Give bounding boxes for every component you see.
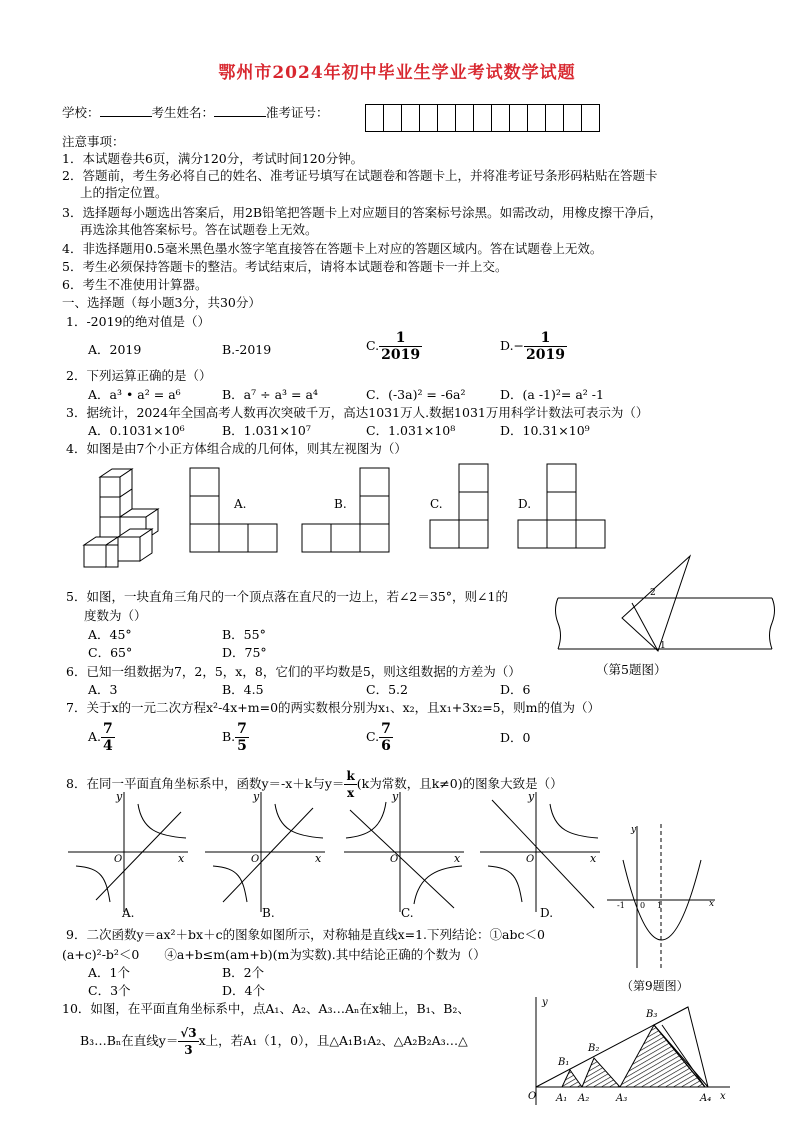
name-label: 考生姓名： <box>151 105 215 120</box>
q4-label-a: A. <box>234 497 247 511</box>
notice-heading: 注意事项： <box>62 134 125 149</box>
svg-text:x: x <box>454 852 461 865</box>
q8-graph-d[interactable] <box>478 790 603 915</box>
q4-option-b-figure[interactable] <box>302 468 392 554</box>
q9-stem-line2: (a+c)²-b²＜0 ④a+b≤m(am+b)(m为实数).其中结论正确的个数为（） <box>62 947 486 962</box>
q5-caption: （第5题图） <box>596 662 667 677</box>
q4-cube-solid-figure <box>80 465 162 580</box>
svg-text:A₂: A₂ <box>578 1093 590 1104</box>
q6-option-d: D．6 <box>500 682 531 697</box>
q1-option-a: A．2019 <box>88 342 142 357</box>
svg-text:O: O <box>251 854 260 865</box>
q10-stem-line1: 10．如图，在平面直角坐标系中，点A₁、A₂、A₃…Aₙ在x轴上，B₁、B₂、 <box>62 1001 470 1016</box>
svg-text:2: 2 <box>650 588 656 598</box>
q7-option-c: C. $\frac{7}{6}$ <box>366 721 391 754</box>
q8-graph-c[interactable] <box>342 790 467 915</box>
q7-stem: 7．关于x的一元二次方程x²-4x+m=0的两实数根分别为x₁、x₂，且x₁+3x₂=5，则m的值为（） <box>66 700 600 715</box>
svg-text:x: x <box>720 1091 726 1102</box>
q4-option-d-figure[interactable] <box>518 464 608 550</box>
svg-text:B₃: B₃ <box>646 1009 658 1020</box>
q9-option-d: D．4个 <box>222 983 265 998</box>
q3-option-b: B．1.031×10⁷ <box>222 423 311 438</box>
q6-option-a: A．3 <box>88 682 118 697</box>
svg-text:1: 1 <box>660 641 666 651</box>
q10-stem-line2: B₃…Bₙ在直线y＝ $\frac{√3}{3}$ x上，若A₁（1，0），且△A₁B₁A₂、△A₂B₂A₃…△ <box>80 1026 468 1057</box>
q2-option-b: B．a⁷ ÷ a³ = a⁴ <box>222 387 318 402</box>
q8-label-c: C. <box>401 906 414 920</box>
q9-option-a: A．1个 <box>88 965 130 980</box>
svg-text:O: O <box>528 1091 537 1102</box>
svg-text:x: x <box>590 852 597 865</box>
q3-option-a: A．0.1031×10⁶ <box>88 423 185 438</box>
q8-graph-b[interactable] <box>203 790 328 915</box>
svg-text:O: O <box>114 854 123 865</box>
q5-option-b: B．55° <box>222 627 266 642</box>
q3-option-d: D．10.31×10⁹ <box>500 423 590 438</box>
svg-text:O: O <box>526 854 535 865</box>
svg-text:y: y <box>631 825 637 835</box>
svg-text:O: O <box>390 854 399 865</box>
q5-option-d: D．75° <box>222 645 267 660</box>
notice-item: 上的指定位置。 <box>80 185 168 200</box>
svg-text:x: x <box>709 899 715 909</box>
notice-item: 2．答题前，考生务必将自己的姓名、准考证号填写在试题卷和答题卡上，并将准考证号条形码粘贴在答题卡 <box>62 168 658 183</box>
svg-text:1: 1 <box>657 901 663 910</box>
q1-option-b: B.-2019 <box>222 342 272 357</box>
q10-triangles-figure <box>520 995 740 1110</box>
q5-option-c: C．65° <box>88 645 133 660</box>
exam-number-grid[interactable] <box>366 104 600 132</box>
q1-option-c: C. $\frac{1}{2019}$ <box>366 330 421 363</box>
svg-text:y: y <box>116 790 123 803</box>
svg-text:A₄: A₄ <box>700 1093 712 1104</box>
q3-option-c: C．1.031×10⁸ <box>366 423 456 438</box>
school-label: 学校： <box>62 105 100 120</box>
svg-text:y: y <box>392 790 399 803</box>
q7-option-d: D．0 <box>500 730 531 745</box>
svg-text:B₁: B₁ <box>558 1057 570 1068</box>
svg-text:x: x <box>315 852 322 865</box>
q5-stem-line2: 度数为（） <box>84 608 147 623</box>
q8-label-b: B. <box>262 906 275 920</box>
svg-text:B₂: B₂ <box>588 1043 600 1054</box>
q7-option-b: B. $\frac{7}{5}$ <box>222 721 247 754</box>
id-label: 准考证号： <box>266 105 329 120</box>
page-title: 鄂州市2024年初中毕业生学业考试数学试题 <box>218 63 576 83</box>
q8-graph-a[interactable] <box>66 790 191 915</box>
q9-option-c: C．3个 <box>88 983 131 998</box>
q2-option-c: C．(-3a)² = -6a² <box>366 387 466 402</box>
q6-option-b: B．4.5 <box>222 682 264 697</box>
q3-stem: 3．据统计，2024年全国高考人数再次突破千万，高达1031万人.数据1031万用科学计数法可表示为（） <box>66 405 649 420</box>
notice-item: 5．考生必须保持答题卡的整洁。考试结束后，请将本试题卷和答题卡一并上交。 <box>62 259 508 274</box>
q5-ruler-triangle-figure <box>550 553 790 653</box>
q6-option-c: C．5.2 <box>366 682 408 697</box>
header-fields <box>62 104 329 121</box>
svg-text:0: 0 <box>640 901 646 910</box>
q8-stem: 8．在同一平面直角坐标系中，函数y＝-x＋k与y＝ $\frac{k}{x}$ (k为常数，且k≠0)的图象大致是（） <box>66 769 563 800</box>
q2-option-d: D．(a -1)²= a² -1 <box>500 387 604 402</box>
notice-item: 6．考生不准使用计算器。 <box>62 277 208 292</box>
q5-stem-line1: 5．如图，一块直角三角尺的一个顶点落在直尺的一边上，若∠2＝35°，则∠1的 <box>66 589 508 604</box>
school-blank[interactable] <box>100 104 152 117</box>
q9-parabola-figure <box>605 820 725 970</box>
section-heading: 一、选择题（每小题3分，共30分） <box>62 295 261 310</box>
q2-stem: 2．下列运算正确的是（） <box>66 368 212 383</box>
q9-caption: （第9题图） <box>621 979 689 993</box>
svg-text:y: y <box>542 997 548 1008</box>
q7-option-a: A. $\frac{7}{4}$ <box>88 721 113 754</box>
q1-option-d: D.− $\frac{1}{2019}$ <box>500 330 565 363</box>
svg-text:y: y <box>253 790 260 803</box>
q8-label-d: D. <box>540 906 554 920</box>
q4-label-b: B. <box>334 497 347 511</box>
q4-label-d: D. <box>518 497 532 511</box>
notice-item: 1．本试题卷共6页，满分120分，考试时间120分钟。 <box>62 151 364 166</box>
q4-option-a-figure[interactable] <box>190 468 280 554</box>
name-blank[interactable] <box>214 104 266 117</box>
q1-stem: 1．-2019的绝对值是（） <box>66 314 210 329</box>
q6-stem: 6．已知一组数据为7，2，5，x，8，它们的平均数是5，则这组数据的方差为（） <box>66 664 521 679</box>
q8-label-a: A. <box>122 906 135 920</box>
q4-label-c: C. <box>430 497 443 511</box>
svg-text:A₃: A₃ <box>616 1093 628 1104</box>
notice-item: 再选涂其他答案标号。答在试题卷上无效。 <box>80 222 318 237</box>
svg-text:x: x <box>178 852 185 865</box>
q9-stem-line1: 9．二次函数y＝ax²＋bx＋c的图象如图所示，对称轴是直线x=1.下列结论：①abc＜0 <box>66 927 545 942</box>
svg-text:A₁: A₁ <box>556 1093 568 1104</box>
q4-stem: 4．如图是由7个小正方体组合成的几何体，则其左视图为（） <box>66 441 407 456</box>
notice-item: 4．非选择题用0.5毫米黑色墨水签字笔直接答在答题卡上对应的答题区域内。答在试题卷上无效。 <box>62 241 603 256</box>
q2-option-a: A．a³ • a² = a⁶ <box>88 387 181 402</box>
svg-text:y: y <box>528 790 535 803</box>
q9-option-b: B．2个 <box>222 965 265 980</box>
q5-option-a: A．45° <box>88 627 132 642</box>
svg-text:-1: -1 <box>617 901 625 910</box>
notice-item: 3．选择题每小题选出答案后，用2B铅笔把答题卡上对应题目的答案标号涂黑。如需改动，用橡皮擦干净后， <box>62 205 663 220</box>
